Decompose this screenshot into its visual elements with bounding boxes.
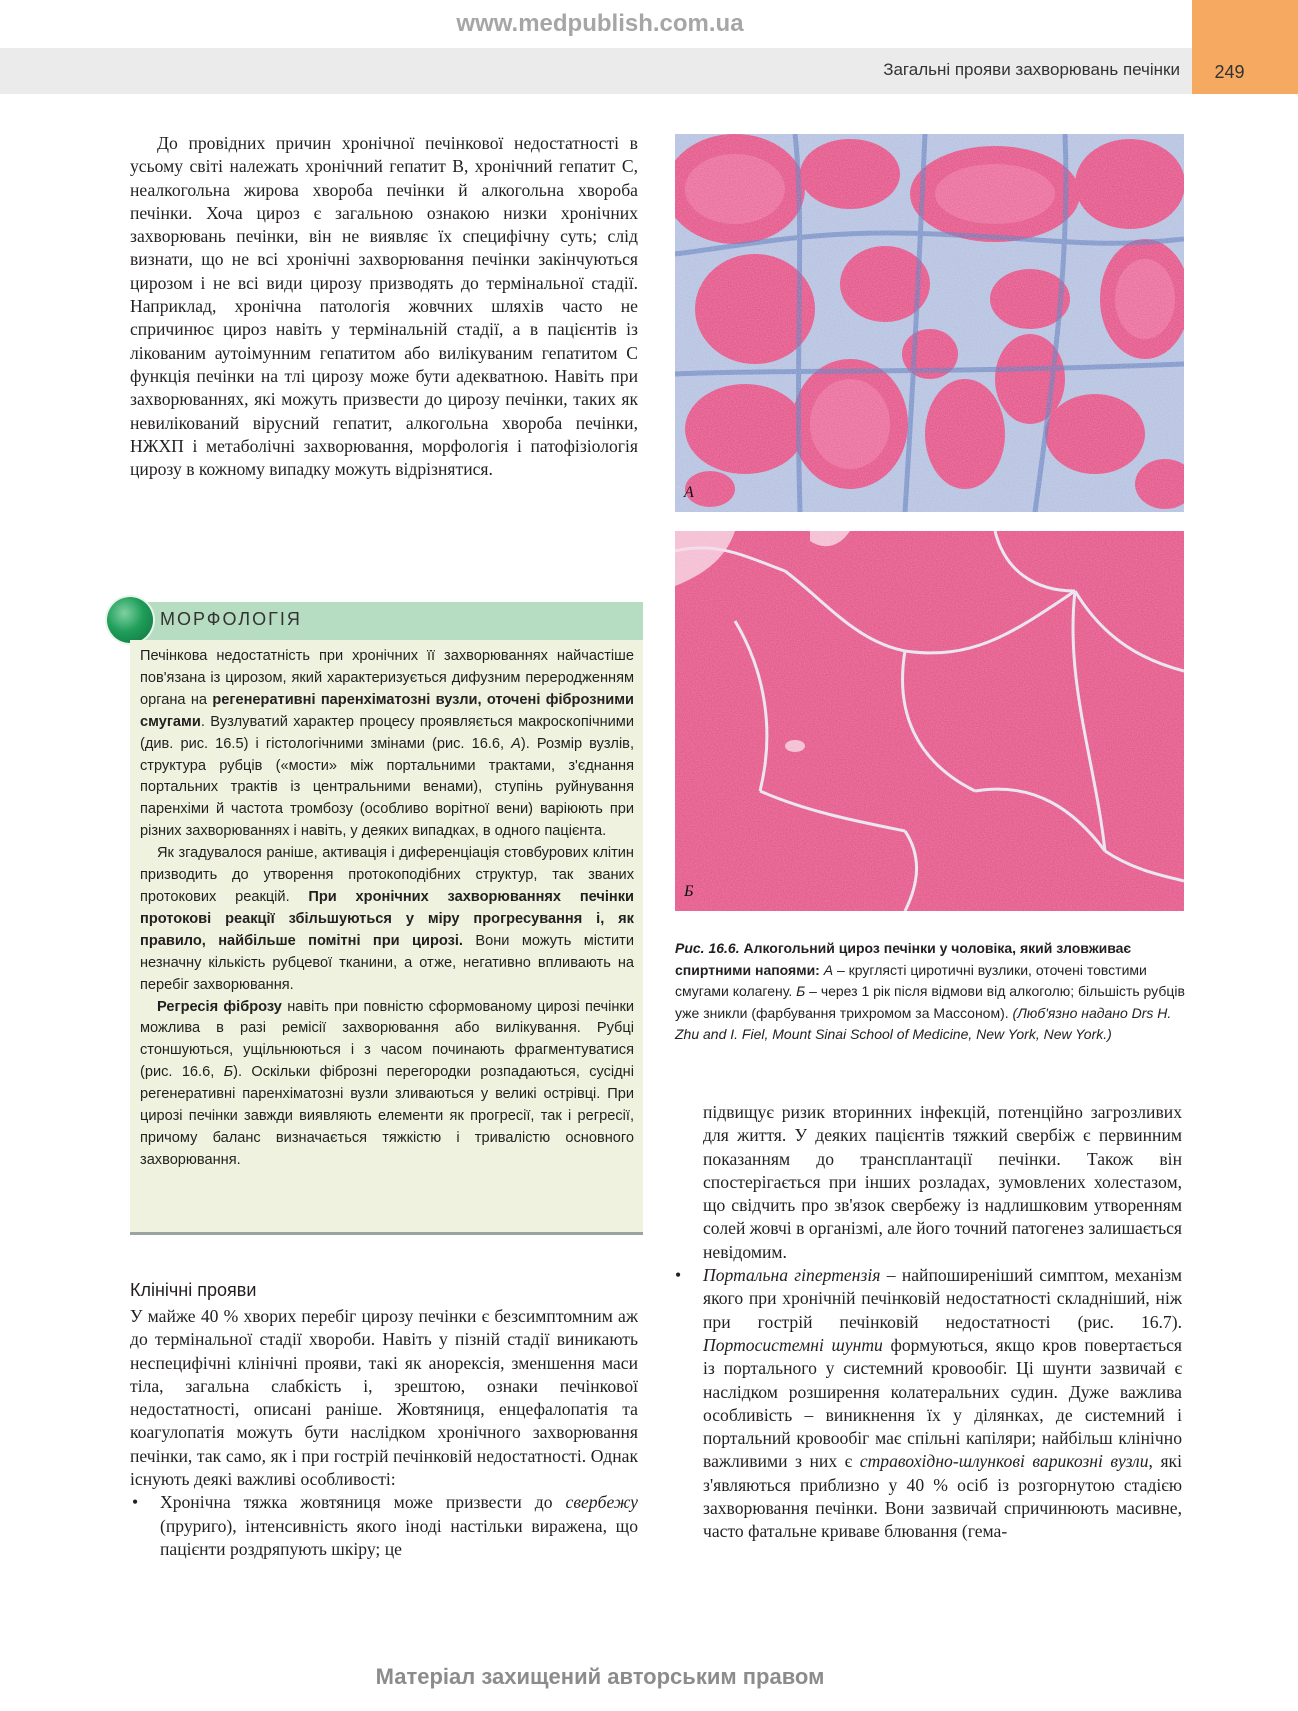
figure-panel-a — [675, 134, 1184, 512]
histology-image-a — [675, 134, 1184, 512]
bullet-mark: • — [675, 1265, 682, 1286]
morphology-text — [140, 646, 634, 1172]
intro-section — [130, 132, 638, 481]
figure-caption: Рис. 16.6. Алкогольний цироз печінки у чоловіка, який зловживає спиртними напоями: А – круглясті циротичні вузлики, оточені товстими смугами колагену. Б – через 1 рік після відмови від алкоголю; більшість рубців уже зникли (фарбування трихромом за Массоном). (Люб'язно надано Drs H. Zhu and I. Fiel, Mount Sinai School of Medicine, New York, New York.) — [675, 940, 1185, 1042]
clinical-bullet-list — [130, 1491, 638, 1561]
morphology-circle-icon — [107, 597, 153, 643]
bullet-item-portal-hypertension: • Портальна гіпертензія – найпоширеніший симптом, механізм якого при хронічній печінковій недостатності складніший, ніж при гострій печінковій недостатності (рис. 16.7). Портосистемні шунти формуються, якщо кров повертається із портального у системний кровообіг. Ці шунти зазвичай є наслідком розширення колатеральних судин. Дуже важлива особливість – виникнення їх у ділянках, де системний і портальний кровообіг має спільні капіляри; найбільш клінічно важливими з них є стравохідно-шлункові варикозні вузли, які з'являються приблизно у 40 % осіб із розгорнутою стадією захворювання печінки. Вони зазвичай спричинюють масивне, часто фатальне криваве блювання (гема- — [675, 1265, 1182, 1542]
page-number: 249 — [1214, 62, 1245, 82]
section-heading-clinical: Клінічні прояви — [130, 1280, 257, 1300]
clinical-bullet-list-2 — [673, 1264, 1182, 1544]
clinical-left-column — [130, 1305, 638, 1561]
pruritus-continued: підвищує ризик вторинних інфекцій, потенційно загрозливих для життя. У деяких пацієнтів тяжкий свербіж є первинним показанням до трансплантації печінки. Також він спостерігається при інших розладах, зумовлених холестазом, що свідчить про зв'язок свербежу із надлишковим утворенням солей жовчі в організмі, але його точний патогенез залишається невідомим. — [703, 1102, 1182, 1262]
figure-panel-b — [675, 531, 1184, 911]
bullet-item-pruritus: • Хронічна тяжка жовтяниця може призвести до свербежу (пруриго), інтенсивність якого іноді настільки виражена, що пацієнти роздряпують шкіру; це — [132, 1492, 638, 1559]
morphology-paragraph-1: Печінкова недостатність при хронічних її захворюваннях найчастіше пов'язана із цирозом, який характеризується дифузним переродженням органа на регенеративні паренхіматозні вузли, оточені фіброзними смугами. Вузлуватий характер процесу проявляється макроскопічними (див. рис. 16.5) і гістологічними змінами (рис. 16.6, А). Розмір вузлів, структура рубців («мости» між портальними трактами, з'єднання портальних трактів із центральними венами), ступінь руйнування паренхіми й частота тромбозу (особливо ворітної вени) варіюють при різних захворюваннях і навіть, у деяких випадках, в одного пацієнта. — [140, 648, 634, 840]
morphology-paragraph-2: Як згадувалося раніше, активація і диференціація стовбурових клітин призводить до утворення протокоподібних структур, так званих протокових реакцій. При хронічних захворюваннях печінки протокові реакції збільшуються у міру прогресування і, як правило, найбільше помітні при цирозі. Вони можуть містити незначну кількість рубцевої тканини, а отже, негативно впливають на перебіг захворювання. — [140, 845, 634, 993]
clinical-paragraph: У майже 40 % хворих перебіг цирозу печінки є безсимптомним аж до термінальної стадії хвороби. Навіть у пізній стадії виникають неспецифічні клінічні прояви, такі як анорексія, зменшення маси тіла, загальна слабкість і, зрештою, ознаки печінкової недостатності, описані раніше. Жовтяниця, енцефалопатія та коагулопатія можуть бути наслідком хронічного захворювання печінки, так само, як і при гострій печінковій недостатності. Однак існують деякі важливі особливості: — [130, 1306, 638, 1490]
clinical-right-column — [673, 1101, 1182, 1544]
morphology-title: МОРФОЛОГІЯ — [160, 609, 302, 629]
histology-image-b — [675, 531, 1184, 911]
morphology-paragraph-3: Регресія фіброзу навіть при повністю сформованому цирозі печінки можлива в разі ремісії захворювання або вилікування. Рубці стоншуються, ущільнюються і з часом починають фрагментуватися (рис. 16.6, Б). Оскільки фіброзні перегородки розпадаються, сусідні регенеративні паренхіматозні вузли зливаються у великі острівці. При цирозі печінки завжди виявляють елементи як прогресії, так і регресії, причому баланс визначається тяжкістю і тривалістю основного захворювання. — [140, 998, 634, 1168]
running-title: Загальні прояви захворювань печінки — [883, 60, 1180, 79]
bullet-mark: • — [132, 1492, 139, 1513]
watermark-bottom: Матеріал захищений авторським правом — [375, 1664, 825, 1689]
panel-a-label: А — [684, 484, 694, 501]
intro-paragraph: До провідних причин хронічної печінкової недостатності в усьому світі належать хронічний гепатит B, хронічний гепатит C, неалкогольна жирова хвороба печінки й алкогольна хвороба печінки. Хоча цироз є загальною ознакою низки хронічних захворювань печінки, він не виявляє їх специфічну суть; слід визнати, що не всі хронічні захворювання печінки закінчуються цирозом і не всі види цирозу призводять до термінальної стадії. Наприклад, хронічна патологія жовчних шляхів часто не спричинює цироз навіть у термінальній стадії, а в пацієнтів із лікованим аутоімунним гепатитом або вилікуваним гепатитом C функція печінки на тлі цирозу може бути адекватною. Навіть при захворюваннях, які можуть призвести до цирозу печінки, таких як невилікований вірусний гепатит, алкогольна хвороба печінки, НЖХП і метаболічні захворювання, морфологія і патофізіологія цирозу в кожному випадку можуть відрізнятися. — [130, 133, 638, 480]
watermark-top: www.medpublish.com.ua — [456, 10, 744, 37]
panel-b-label: Б — [684, 883, 694, 900]
